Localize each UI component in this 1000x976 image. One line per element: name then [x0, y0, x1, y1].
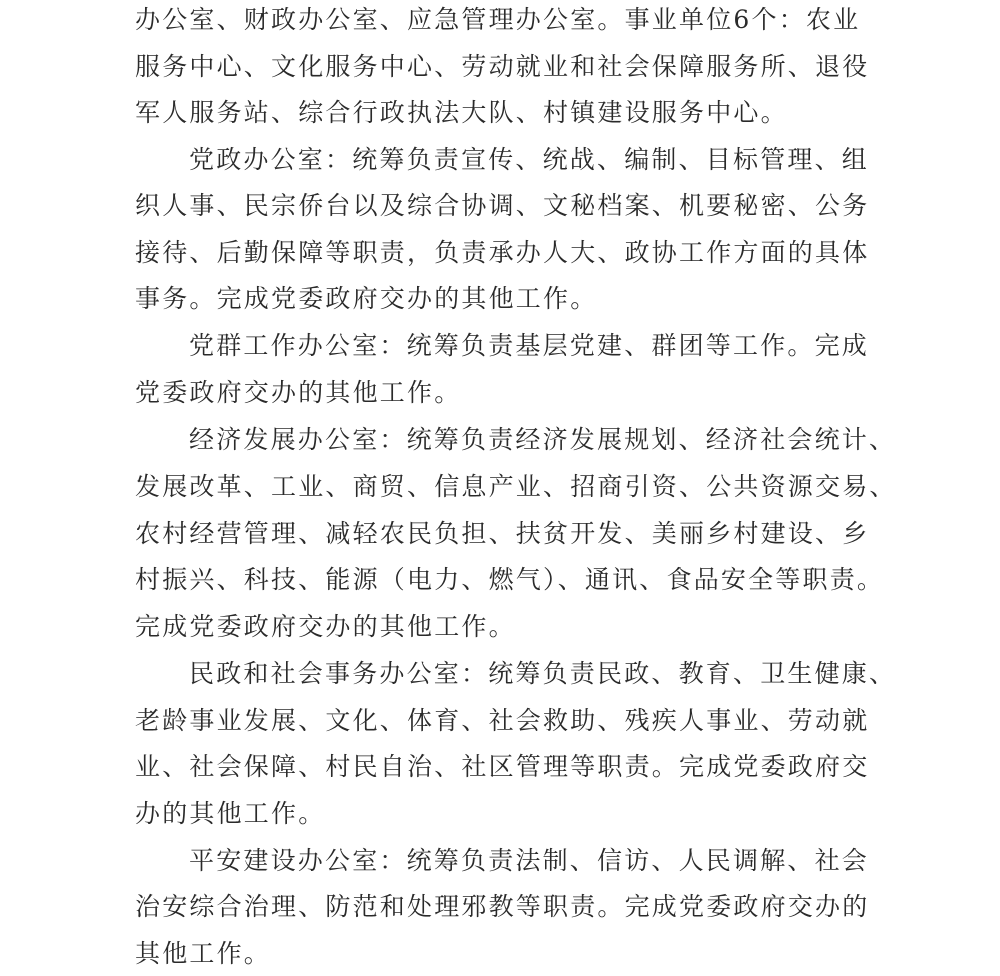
paragraph-first-line: 党群工作办公室：统筹负责基层党建、群团等工作。完成	[189, 331, 870, 360]
text-line: 村振兴、科技、能源（电力、燃气）、通讯、食品安全等职责。	[135, 565, 885, 594]
text-line: 其他工作。	[135, 939, 272, 968]
text-line: 服务中心、文化服务中心、劳动就业和社会保障服务所、退役	[135, 52, 870, 81]
text-line: 办的其他工作。	[135, 799, 326, 828]
text-line: 业、社会保障、村民自治、社区管理等职责。完成党委政府交	[135, 752, 870, 781]
text-line: 农村经营管理、减轻农民负担、扶贫开发、美丽乡村建设、乡	[135, 519, 870, 548]
text-line: 治安综合治理、防范和处理邪教等职责。完成党委政府交办的	[135, 892, 870, 921]
text-line: 党委政府交办的其他工作。	[135, 378, 462, 407]
text-line: 发展改革、工业、商贸、信息产业、招商引资、公共资源交易、	[135, 472, 897, 501]
text-line: 织人事、民宗侨台以及综合协调、文秘档案、机要秘密、公务	[135, 191, 870, 220]
paragraph-first-line: 党政办公室：统筹负责宣传、统战、编制、目标管理、组	[189, 145, 870, 174]
text-line: 办公室、财政办公室、应急管理办公室。事业单位6个：农业	[135, 5, 861, 34]
paragraph-first-line: 经济发展办公室：统筹负责经济发展规划、经济社会统计、	[189, 425, 897, 454]
text-line: 事务。完成党委政府交办的其他工作。	[135, 284, 598, 313]
paragraph-first-line: 平安建设办公室：统筹负责法制、信访、人民调解、社会	[189, 846, 870, 875]
text-line: 军人服务站、综合行政执法大队、村镇建设服务中心。	[135, 98, 788, 127]
paragraph-first-line: 民政和社会事务办公室：统筹负责民政、教育、卫生健康、	[189, 659, 897, 688]
text-line: 接待、后勤保障等职责，负责承办人大、政协工作方面的具体	[135, 238, 870, 267]
text-line: 完成党委政府交办的其他工作。	[135, 612, 516, 641]
text-line: 老龄事业发展、文化、体育、社会救助、残疾人事业、劳动就	[135, 706, 870, 735]
